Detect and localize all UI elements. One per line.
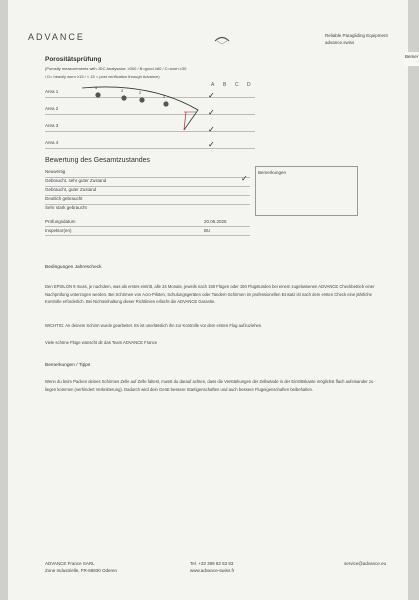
wing-diagram bbox=[80, 84, 205, 144]
inspector-value: BU bbox=[204, 228, 211, 233]
closing-note: Viele schöne Flüge wünscht dir das Team ADVANCE France bbox=[45, 340, 158, 345]
inspector-label: Inspektor(en) bbox=[45, 228, 72, 233]
porosity-subtitle-line: (Porosity measurements with JDC Analysator: ≥300 / B=good ≥60 / C=worn ≥30 bbox=[45, 66, 187, 71]
condition-option: Sehr stark gebraucht bbox=[45, 205, 87, 210]
point-label: 3 bbox=[121, 89, 123, 93]
company-address: Zone Industrielle, FR-68830 Oderen bbox=[45, 568, 118, 573]
divider bbox=[45, 148, 255, 149]
checkmark-icon: ✓ bbox=[241, 174, 248, 183]
point-label: 1 bbox=[163, 95, 165, 99]
tips-title: Bemerkungen / Tipps bbox=[45, 363, 91, 368]
website: advance.swiss bbox=[325, 40, 355, 45]
company-name: ADVANCE France SARL bbox=[45, 561, 95, 566]
area-4-label: Area 4 bbox=[45, 140, 59, 145]
tips-paragraph: Wenn du beim Packen deines Schirmes Zelle auf Zelle faltest, musst du darauf achten, dass die Verstärkungen der Zellwände in der Eintrittskante möglichst flach aufeinander zu liegen kommen (verhindert Verknitterung). Dadurch wird dein Gerät bessere Startigenschaften und auch bessere Flugeigenschaften beibehalten. bbox=[45, 379, 374, 392]
condition-option: Gebraucht, sehr guter Zustand bbox=[45, 178, 107, 183]
footer-contact bbox=[190, 560, 234, 574]
column-a: A bbox=[211, 82, 215, 88]
column-b: B bbox=[223, 82, 227, 88]
area-3-label: Area 3 bbox=[45, 123, 59, 128]
porosity-title: Porositätsprüfung bbox=[45, 56, 102, 63]
point-label: 2 bbox=[139, 91, 141, 95]
phone: Tel. +33 389 82 63 83 bbox=[190, 561, 234, 566]
inspection-report-page bbox=[8, 0, 408, 600]
point-label: 4 bbox=[95, 86, 97, 90]
checkmark-icon: ✓ bbox=[208, 108, 215, 117]
date-value: 20.05.2025 bbox=[204, 219, 227, 224]
date-label: Prüfungsdatum bbox=[45, 219, 76, 224]
conditions-paragraph: Den EPSILON 9 muss, je nachdem, was als erstes eintritt, alle 24 Monate, jeweils nach 150 Flügen oder 150 Flugstunden bei einem zugelassenen ADVANCE Checkbetrieb einer Nachprüfung unterzogen werden. Bei Schirmen von Acro-Piloten, Schulungsgeräten oder Tandem-Schirmen im professionellen Einsatz ist nach dem ersten Check eine jährliche Kontrolle erforderlich. Bei Nichteinhaltung dieser Richtlinien erlischt die ADVANCE Garantie. bbox=[45, 284, 375, 305]
condition-option: Deutlich gebraucht bbox=[45, 196, 83, 201]
header-tagline bbox=[325, 32, 388, 46]
footer-website: www.advance-swiss.fr bbox=[190, 568, 235, 573]
paraglider-logo-icon bbox=[214, 35, 230, 45]
column-c: C bbox=[235, 82, 239, 88]
checkmark-icon: ✓ bbox=[208, 91, 215, 100]
evaluation-title: Bewertung des Gesamtzustandes bbox=[45, 157, 151, 164]
tagline: Reliable Paragliding Equipment bbox=[325, 33, 388, 38]
column-d: D bbox=[247, 82, 251, 88]
grade-columns bbox=[211, 82, 259, 88]
condition-option: Neuwertig bbox=[45, 169, 66, 174]
adjacent-page-edge: Bemer bbox=[404, 52, 419, 66]
divider bbox=[45, 226, 250, 227]
footer-email: service@advance.eu bbox=[344, 561, 387, 566]
checkmark-icon: ✓ bbox=[208, 140, 215, 149]
condition-option: Gebraucht, guter Zustand bbox=[45, 187, 97, 192]
important-note: WICHTIG: An deinem Schirm wurde gearbeitet. Es ist unerlässlich ihn zur Kontrolle vor dem ersten Flug aufzuziehen. bbox=[45, 323, 263, 328]
area-1-label: Area 1 bbox=[45, 89, 59, 94]
footer-company bbox=[45, 560, 117, 574]
checkmark-icon: ✓ bbox=[208, 125, 215, 134]
brand-logo: ADVANCE bbox=[28, 32, 85, 42]
divider bbox=[45, 235, 250, 236]
conditions-title: Bedingungen Jahrescheck bbox=[45, 265, 102, 270]
area-2-label: Area 2 bbox=[45, 106, 59, 111]
porosity-subtitle bbox=[45, 65, 255, 81]
remarks-label: Bemerkungen bbox=[258, 170, 287, 175]
porosity-subtitle-line: / D= heavily worn ≥15 / < 15 = post verification through Advance) bbox=[45, 74, 160, 79]
